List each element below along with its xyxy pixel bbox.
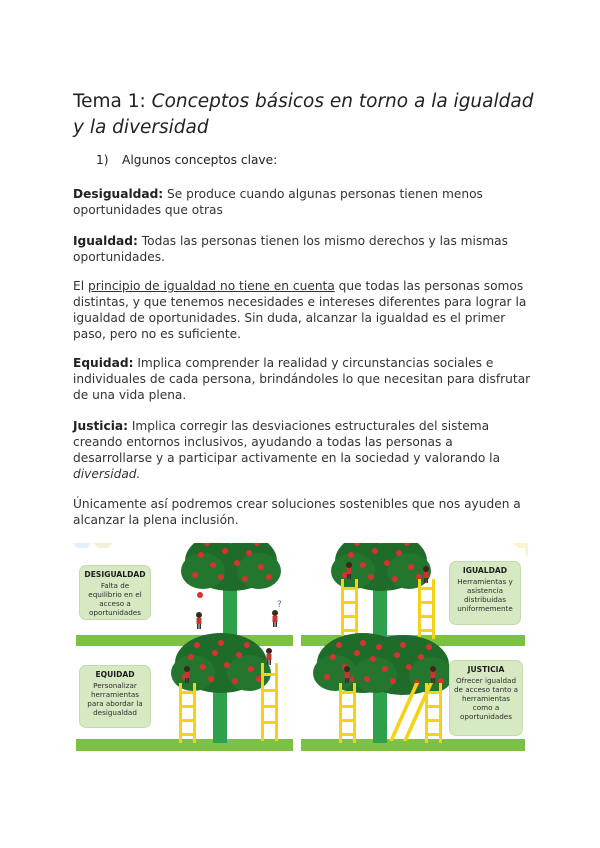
page-title bbox=[73, 89, 543, 141]
label-igualdad-title: IGUALDAD bbox=[462, 566, 508, 575]
label-justicia-title: JUSTICIA bbox=[467, 665, 505, 674]
label-justicia bbox=[449, 660, 523, 736]
label-desigualdad-text: Falta de equilibrio en el acceso a oportunidades bbox=[88, 581, 142, 617]
term-equidad: Equidad: bbox=[73, 356, 134, 370]
section-number: 1) bbox=[96, 153, 109, 167]
principio-underlined: principio de igualdad no tiene en cuenta bbox=[87, 279, 335, 293]
text-desigualdad: Se produce cuando algunas personas tienen menos oportunidades que otras bbox=[73, 187, 483, 217]
label-justicia-text: Ofrecer igualdad de acceso tanto a herramientas como a oportunidades bbox=[453, 676, 519, 721]
text-equidad: Implica comprender la realidad y circunstancias sociales e individuales de cada persona, brindándoles lo que necesitan para disfrutar de una vida plena. bbox=[73, 356, 531, 402]
paragraph-justicia bbox=[73, 418, 533, 482]
question-mark: ? bbox=[277, 600, 282, 610]
section-label: Algunos conceptos clave: bbox=[122, 153, 278, 167]
text-justicia: Implica corregir las desviaciones estructurales del sistema creando entornos inclusivos, ayudando a todas las personas a desarrollarse y a participar activamente en la sociedad y valorando la bbox=[73, 419, 501, 465]
paragraph-conclusion bbox=[73, 496, 533, 528]
section-heading bbox=[96, 153, 277, 167]
principio-after: que todas las personas somos distintas, y que tenemos necesidades e intereses diferentes para lograr la igualdad de oportunidades. Sin duda, alcanzar la igualdad es el primer paso, pero no es suficiente. bbox=[73, 279, 527, 341]
text-igualdad: Todas las personas tienen los mismo derechos y las mismas oportunidades. bbox=[73, 234, 508, 264]
label-equidad-text: Personalizar herramientas para abordar la desigualdad bbox=[87, 681, 143, 717]
title-prefix: Tema 1: bbox=[73, 91, 152, 112]
term-justicia: Justicia: bbox=[73, 419, 128, 433]
term-desigualdad: Desigualdad: bbox=[73, 187, 164, 201]
label-igualdad-text: Herramientas y asistencia distribuidas uniformemente bbox=[457, 577, 513, 613]
equality-equity-illustration bbox=[73, 543, 528, 754]
paragraph-igualdad bbox=[73, 233, 533, 265]
paragraph-desigualdad bbox=[73, 186, 533, 218]
paragraph-equidad bbox=[73, 355, 533, 403]
label-equidad-title: EQUIDAD bbox=[95, 670, 135, 679]
term-igualdad: Igualdad: bbox=[73, 234, 138, 248]
text-conclusion: Únicamente así podremos crear soluciones sostenibles que nos ayuden a alcanzar la plena inclusión. bbox=[73, 497, 521, 527]
label-desigualdad-title: DESIGUALDAD bbox=[84, 570, 146, 579]
justicia-italic: diversidad. bbox=[73, 467, 141, 481]
label-desigualdad bbox=[79, 565, 151, 620]
title-italic: Conceptos básicos en torno a la igualdad y la diversidad bbox=[73, 91, 534, 138]
paragraph-principio bbox=[73, 278, 533, 342]
label-equidad bbox=[79, 665, 151, 728]
label-igualdad bbox=[449, 561, 521, 625]
principio-before: El bbox=[73, 279, 88, 293]
